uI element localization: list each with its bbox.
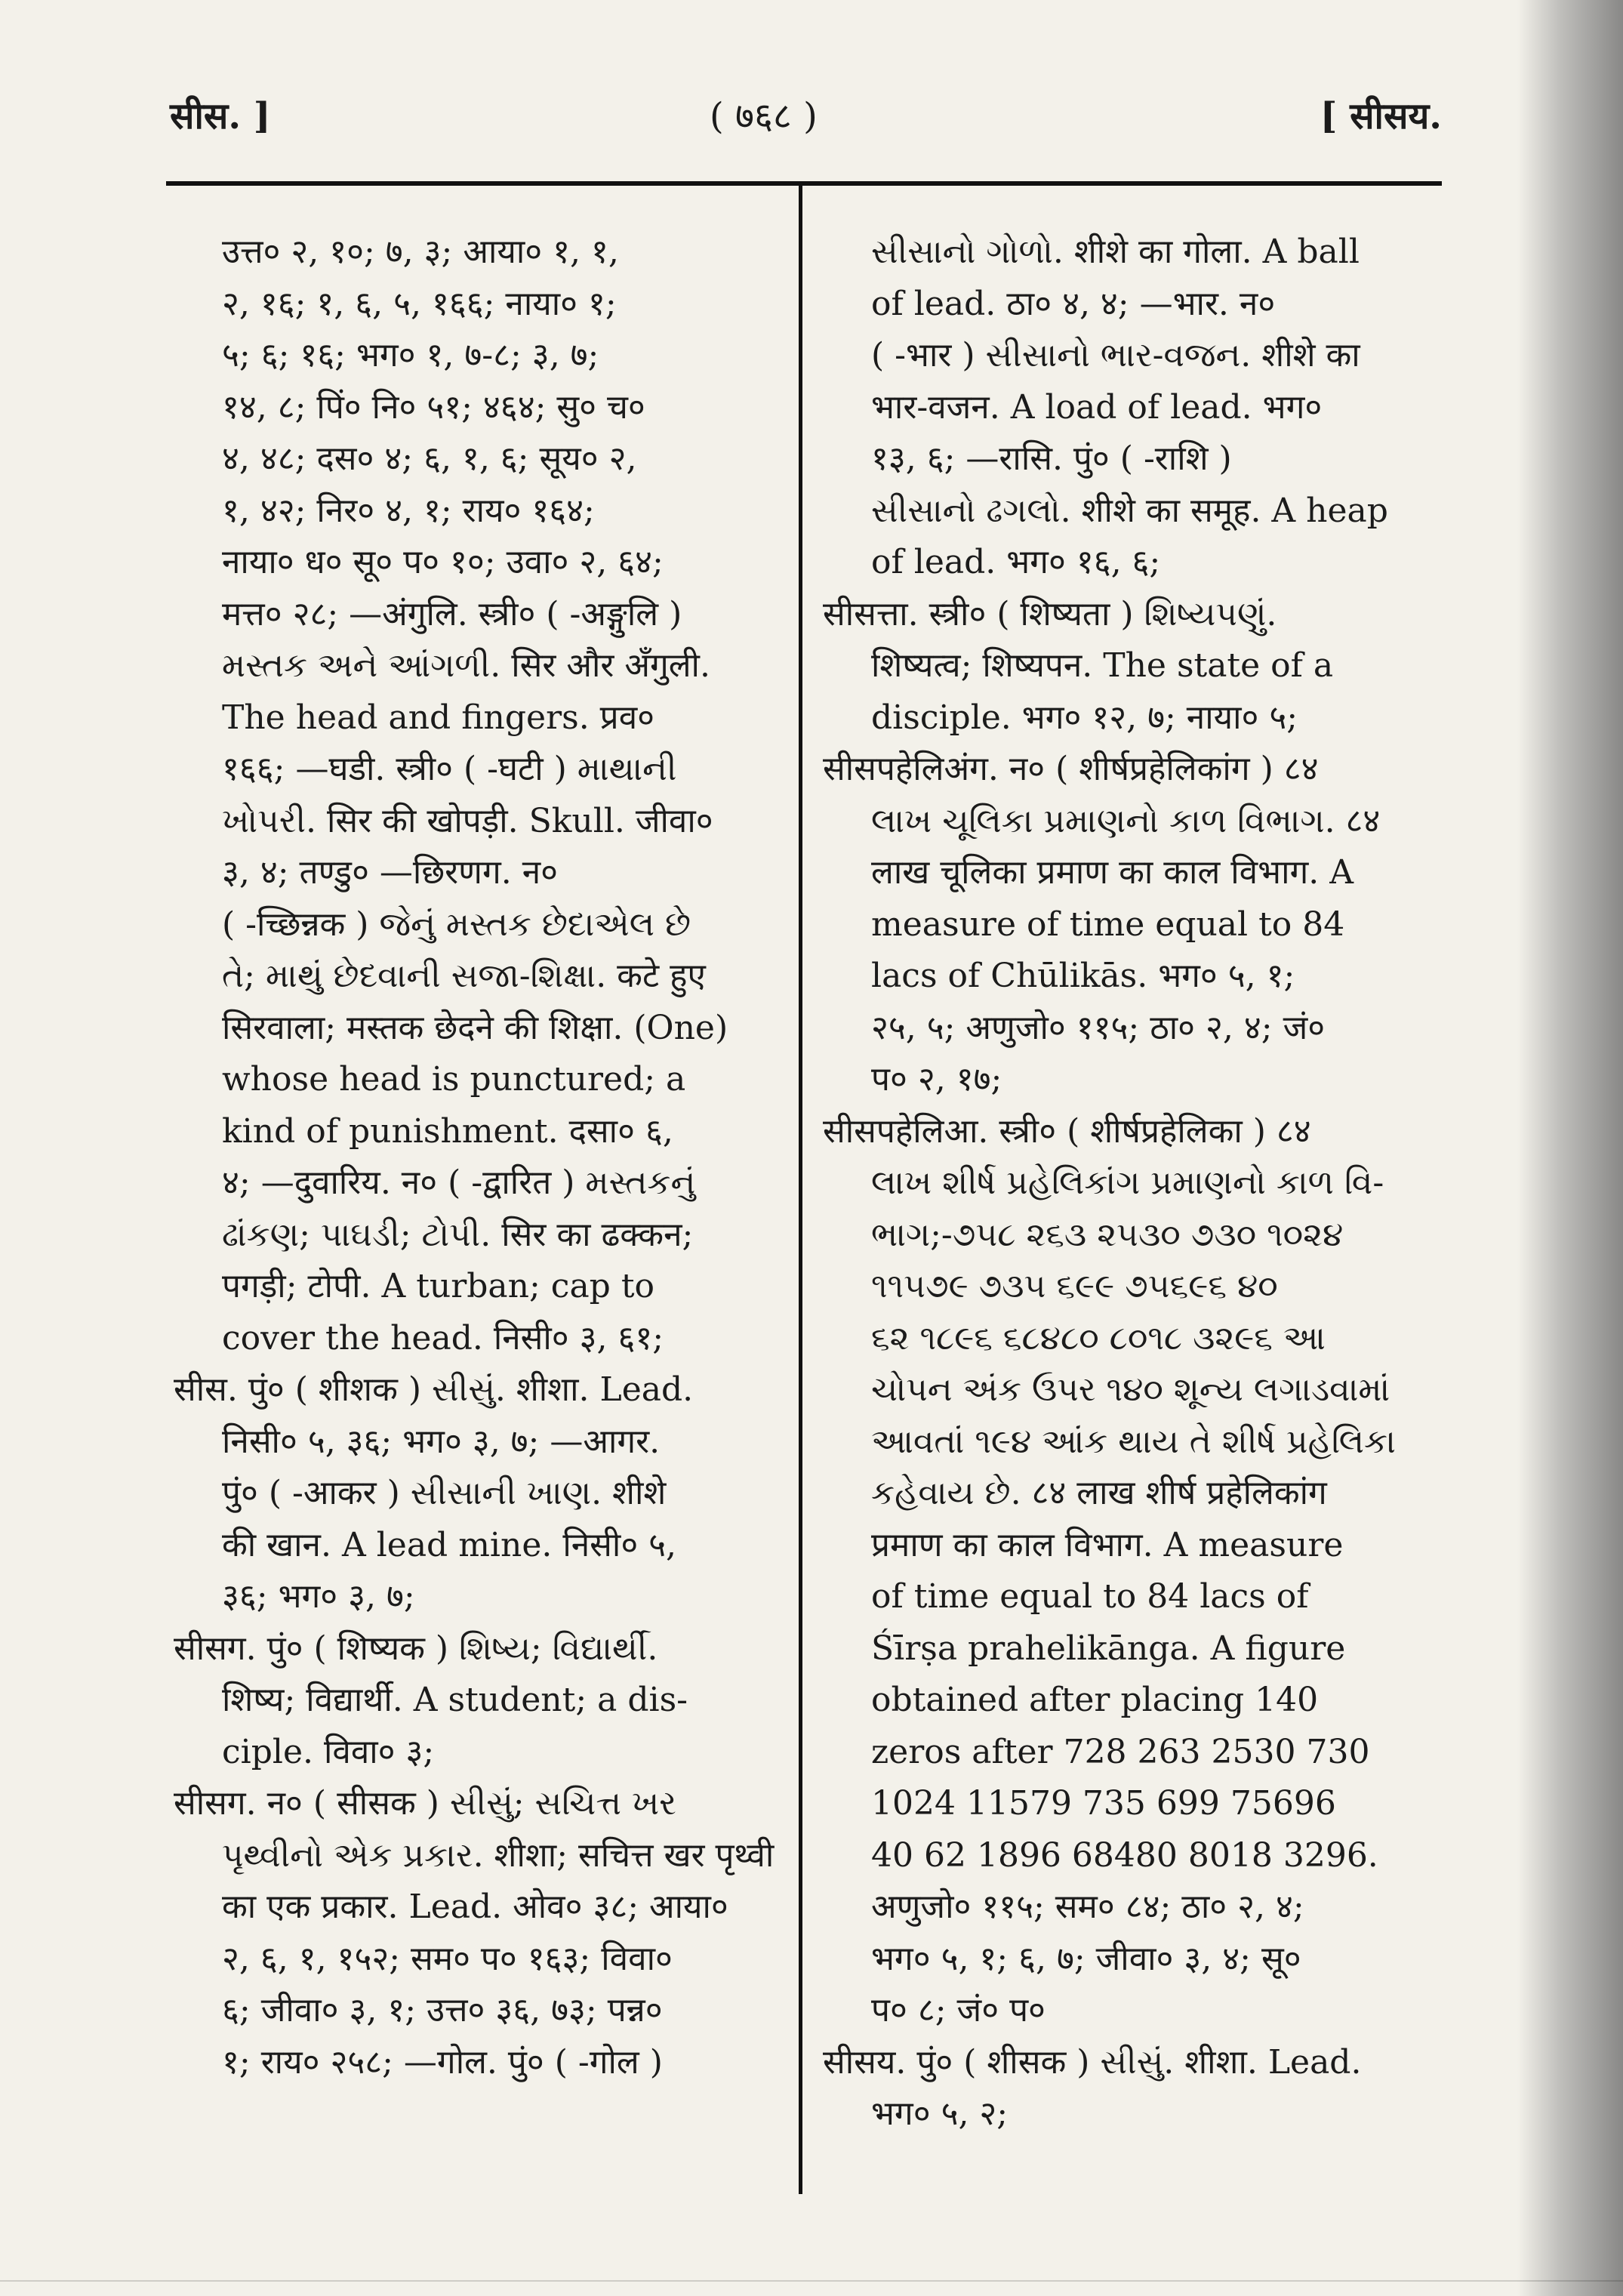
- entry-text-line: उत्त० २, १०; ७, ३; आया० १, १,: [222, 233, 619, 271]
- entry-text-line: મસ્તક અને આંગળી. सिर और अँगुली.: [222, 646, 710, 685]
- entry-text-line: of time equal to 84 lacs of: [871, 1577, 1309, 1616]
- entry-text-line: प० ८; जं० प०: [871, 1991, 1046, 2029]
- entry-headword-line: सीसग. न० ( सीसक ) સીસું; સચિત્ત ખર: [174, 1784, 676, 1823]
- entry-text-line: नाया० ध० सू० प० १०; उवा० २, ६४;: [222, 543, 664, 581]
- column-divider: [799, 186, 802, 2194]
- entry-text-line: of lead. भग० १६, ६;: [871, 543, 1161, 581]
- entry-text-line: २, १६; १, ६, ५, १६६; नाया० १;: [222, 284, 617, 323]
- page-edge-shadow: [1517, 0, 1623, 2296]
- left-column: [174, 227, 778, 2088]
- entry-text-line: Śīrṣa prahelikānga. A figure: [871, 1629, 1346, 1668]
- entry-text-line: ભાગ;-૭૫૮ ૨૬૩ ૨૫૩૦ ૭૩૦ ૧૦૨૪: [871, 1215, 1344, 1254]
- entry-text-line: kind of punishment. दसा० ६,: [222, 1111, 673, 1151]
- page-number: ( ७६८ ): [710, 95, 818, 137]
- entry-text-line: ( -च्छिन्नक ) જેનું મસ્તક છેદાએલ છે: [222, 905, 691, 944]
- page-header: [0, 91, 1623, 159]
- entry-text-line: ચોપન અંક ઉપર ૧૪૦ શૂન્ય લગાડવામાં: [871, 1370, 1390, 1409]
- entry-text-line: લાખ શીર્ષ પ્રહેલિકાંગ પ્રમાણનો કાળ વિ-: [871, 1163, 1384, 1202]
- entry-text-line: ४; —दुवारिय. न० ( -द्वारित ) મસ્તકનું: [222, 1163, 696, 1202]
- entry-text-line: का एक प्रकार. Lead. ओव० ३८; आया०: [222, 1888, 728, 1926]
- entry-text-line: १४, ८; पिं० नि० ५१; ४६४; सु० च०: [222, 387, 645, 427]
- entry-text-line: प्रमाण का काल विभाग. A measure: [871, 1525, 1344, 1564]
- entry-text-line: measure of time equal to 84: [871, 905, 1345, 944]
- entry-text-line: disciple. भग० १२, ७; नाया० ५;: [871, 698, 1298, 737]
- entry-headword-line: सीसपहेलिआ. स्त्री० ( शीर्षप्रहेलिका ) ८४: [823, 1111, 1311, 1151]
- entry-text-line: मत्त० २८; —अंगुलि. स्त्री० ( -अङ्गुलि ): [222, 594, 682, 633]
- entry-text-line: २५, ५; अणुजो० ११५; ठा० २, ४; जं०: [871, 1008, 1326, 1047]
- entry-text-line: की खान. A lead mine. निसी० ५,: [222, 1525, 677, 1564]
- entry-text-line: 1024 11579 735 699 75696: [871, 1784, 1336, 1823]
- entry-headword-line: सीसय. पुं० ( शीसक ) સીસું. शीशा. Lead.: [823, 2042, 1362, 2082]
- entry-text-line: निसी० ५, ३६; भग० ३, ७; —आगर.: [222, 1422, 661, 1461]
- entry-text-line: सिरवाला; मस्तक छेदने की शिक्षा. (One): [222, 1008, 728, 1047]
- entry-text-line: આવતાં ૧૯૪ આંક થાય તે શીર્ષ પ્રહેલિકા: [871, 1422, 1396, 1461]
- entry-text-line: ciple. विवा० ३;: [222, 1732, 435, 1771]
- entry-text-line: obtained after placing 140: [871, 1681, 1319, 1719]
- entry-text-line: ૬૨ ૧૮૯૬ ૬૮૪૮૦ ૮૦૧૮ ૩૨૯૬ આ: [871, 1318, 1326, 1358]
- entry-text-line: भग० ५, १; ६, ७; जीवा० ३, ४; सू०: [871, 1939, 1301, 1978]
- entry-text-line: २, ६, १, १५२; सम० प० १६३; विवा०: [222, 1939, 673, 1978]
- entry-headword-line: सीसपहेलिअंग. न० ( शीर्षप्रहेलिकांग ) ८४: [823, 750, 1319, 788]
- entry-text-line: ३६; भग० ३, ७;: [222, 1577, 415, 1616]
- entry-text-line: ४, ४८; दस० ४; ६, १, ६; सूय० २,: [222, 439, 637, 478]
- entry-text-line: भग० ५, २;: [871, 2094, 1009, 2133]
- entry-text-line: ५; ६; १६; भग० १, ७-८; ३, ७;: [222, 336, 599, 374]
- entry-text-line: 40 62 1896 68480 8018 3296.: [871, 1835, 1378, 1875]
- right-column: [823, 227, 1427, 2140]
- entry-text-line: સીસાનો ગોળો. शीशे का गोला. A ball: [871, 233, 1360, 271]
- entry-text-line: पगड़ी; टोपी. A turban; cap to: [222, 1267, 655, 1305]
- entry-text-line: ( -भार ) સીસાનો ભાર-વજન. शीशे का: [871, 336, 1360, 374]
- entry-text-line: of lead. ठा० ४, ४; —भार. न०: [871, 284, 1276, 323]
- entry-text-line: whose head is punctured; a: [222, 1060, 686, 1099]
- entry-text-line: १; राय० २५८; —गोल. पुं० ( -गोल ): [222, 2042, 663, 2082]
- entry-text-line: ઢાંકણ; પાઘડી; ટોપી. सिर का ढक्कन;: [222, 1215, 694, 1254]
- entry-text-line: शिष्यत्व; शिष्यपन. The state of a: [871, 646, 1334, 685]
- entry-text-line: प० २, १७;: [871, 1060, 1002, 1099]
- entry-text-line: भार-वजन. A load of lead. भग०: [871, 387, 1323, 427]
- entry-text-line: lacs of Chūlikās. भग० ५, १;: [871, 957, 1295, 995]
- entry-text-line: The head and fingers. प्रव०: [222, 698, 655, 737]
- entry-headword-line: सीसग. पुं० ( शिष्यक ) શિષ્ય; વિદ્યાર્થી.: [174, 1629, 658, 1668]
- entry-text-line: ખોપરી. सिर की खोपड़ी. Skull. जीवा०: [222, 801, 713, 840]
- page-bottom-edge: [0, 2280, 1623, 2282]
- header-left-keyword: सीस. ]: [170, 95, 271, 137]
- entry-text-line: ३, ४; तण्डु० —छिरणग. न०: [222, 853, 559, 892]
- entry-text-line: ६; जीवा० ३, १; उत्त० ३६, ७३; पन्न०: [222, 1991, 663, 2029]
- entry-text-line: cover the head. निसी० ३, ६१;: [222, 1318, 664, 1358]
- header-right-keyword: [ सीसय.: [1320, 95, 1442, 137]
- entry-text-line: १६६; —घडी. स्त्री० ( -घटी ) માથાની: [222, 750, 677, 788]
- entry-text-line: पुं० ( -आकर ) સીસાની ખાણ. शीशे: [222, 1474, 667, 1512]
- entry-text-line: १, ४२; निर० ४, १; राय० १६४;: [222, 491, 595, 530]
- entry-text-line: अणुजो० ११५; सम० ८४; ठा० २, ४;: [871, 1888, 1304, 1926]
- entry-text-line: પૃથ્વીનો એક પ્રકાર. शीशा; सचित्त खर पृथ्वी: [222, 1835, 775, 1875]
- header-rule: [166, 181, 1442, 186]
- entry-text-line: लाख चूलिका प्रमाण का काल विभाग. A: [871, 853, 1354, 892]
- entry-text-line: zeros after 728 263 2530 730: [871, 1732, 1370, 1771]
- entry-text-line: સીસાનો ઢગલો. शीशे का समूह. A heap: [871, 491, 1388, 530]
- entry-text-line: કહેવાય છે. ८४ लाख शीर्ष प्रहेलिकांग: [871, 1474, 1327, 1512]
- entry-text-line: ૧૧૫૭૯ ૭૩૫ ૬૯૯ ૭૫૬૯૬ ૪૦: [871, 1267, 1278, 1305]
- entry-headword-line: सीसत्ता. स्त्री० ( शिष्यता ) શિષ્યપણું.: [823, 594, 1277, 633]
- entry-text-line: १३, ६; —रासि. पुं० ( -राशि ): [871, 439, 1232, 478]
- entry-text-line: शिष्य; विद्यार्थी. A student; a dis-: [222, 1681, 688, 1719]
- entry-text-line: લાખ ચૂલિકા પ્રમાણનો કાળ વિભાગ. ८४: [871, 801, 1381, 840]
- entry-headword-line: सीस. पुं० ( शीशक ) સીસું. शीशा. Lead.: [174, 1370, 694, 1409]
- entry-text-line: તે; માથું છેદવાની સજા-શિક્ષા. कटे हुए: [222, 957, 706, 995]
